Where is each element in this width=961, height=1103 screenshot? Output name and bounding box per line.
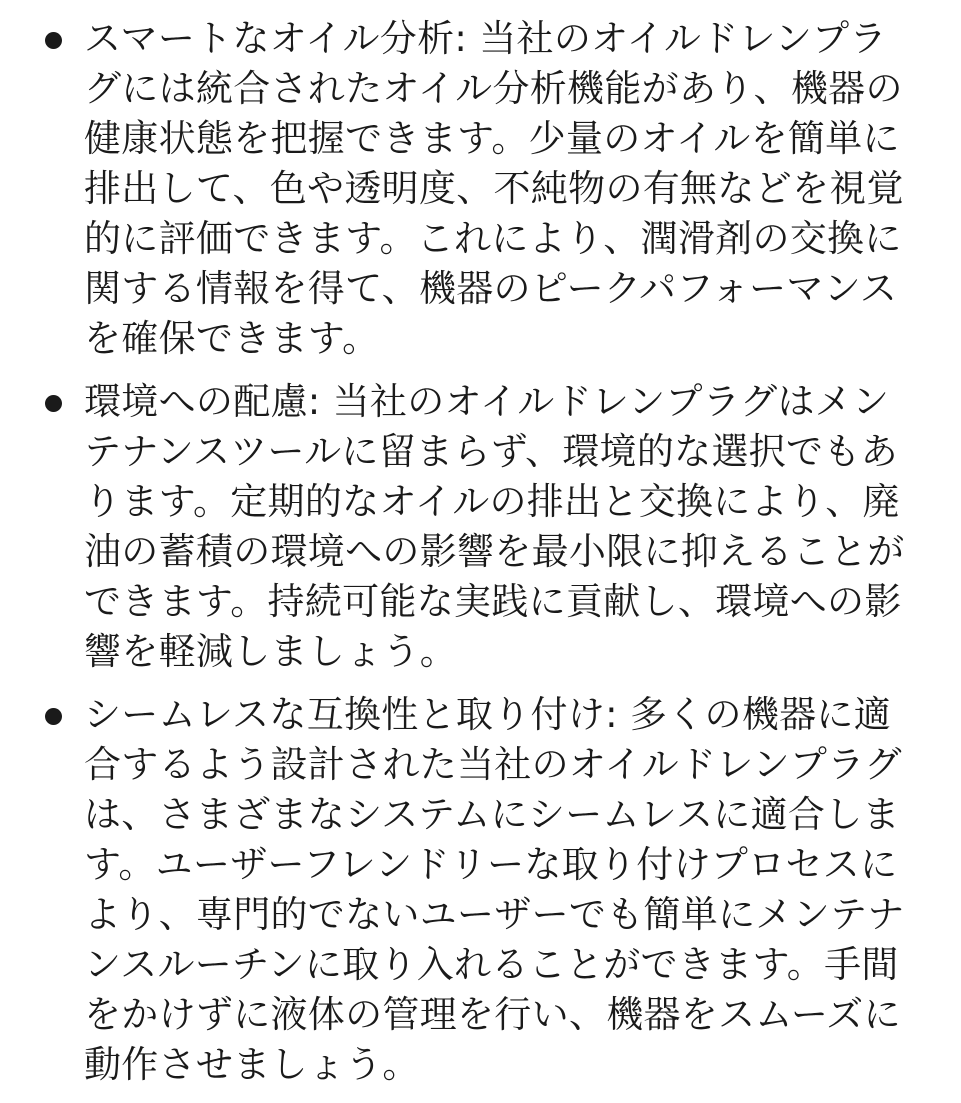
bullet-text: 環境への配慮: 当社のオイルドレンプラグはメンテナンスツールに留まらず、環境的な選択でもあります。定期的なオイルの排出と交換により、廃油の蓄積の環境への影響を最小限に抑えることができます。持続可能な実践に貢献し、環境への影響を軽減しましょう。 [84, 380, 905, 673]
bullet-item-smart-oil-analysis [0, 14, 922, 364]
bullet-text: シームレスな互換性と取り付け: 多くの機器に適合するよう設計された当社のオイルドレンプラグは、さまざまなシステムにシームレスに適合します。ユーザーフレンドリーな取り付けプロセスにより、専門的でないユーザーでも簡単にメンテナンスルーチンに取り入れることができます。手間をかけずに液体の管理を行い、機器をスムーズに動作させましょう。 [84, 693, 905, 1086]
bullet-item-compatibility-installation [0, 690, 922, 1090]
document-body [0, 14, 961, 1103]
bullet-dot-icon [45, 708, 62, 725]
feature-bullet-list [0, 14, 961, 1090]
bullet-dot-icon [45, 32, 62, 49]
bullet-text: スマートなオイル分析: 当社のオイルドレンプラグには統合されたオイル分析機能があり、機器の健康状態を把握できます。少量のオイルを簡単に排出して、色や透明度、不純物の有無などを視覚的に評価できます。これにより、潤滑剤の交換に関する情報を得て、機器のピークパフォーマンスを確保できます。 [84, 17, 904, 360]
bullet-item-environmental-care [0, 377, 922, 677]
bullet-dot-icon [45, 395, 62, 412]
